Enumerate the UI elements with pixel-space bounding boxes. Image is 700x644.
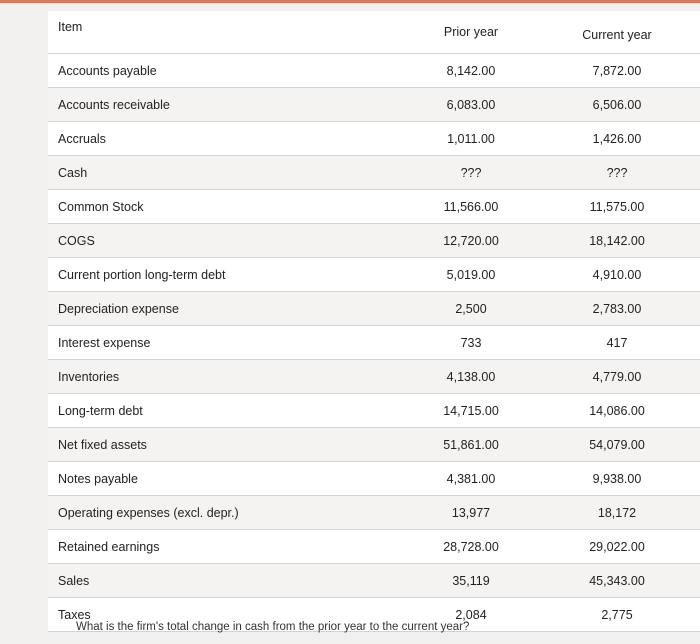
question-text: What is the firm's total change in cash from the prior year to the current year?	[76, 621, 470, 633]
row-item-label: Sales	[58, 573, 90, 588]
row-prior-value: 2,084	[455, 607, 487, 622]
row-item-label: Net fixed assets	[58, 437, 147, 452]
row-current-value: 417	[606, 335, 628, 350]
table-row	[48, 156, 700, 190]
row-current-value: 54,079.00	[589, 437, 645, 452]
row-current-value: 6,506.00	[592, 97, 642, 112]
row-item-label: Current portion long-term debt	[58, 267, 226, 282]
row-current-value: 2,775	[601, 607, 633, 622]
row-item-label: Cash	[58, 165, 88, 180]
table-row	[48, 462, 700, 496]
header-item: Item	[58, 20, 83, 34]
row-prior-value: 12,720.00	[443, 233, 499, 248]
row-item-label: Accruals	[58, 131, 106, 146]
row-prior-value: 35,119	[452, 573, 490, 588]
row-prior-value: 4,381.00	[446, 471, 496, 486]
row-item-label: Accounts receivable	[58, 97, 170, 112]
table-row	[48, 428, 700, 462]
row-current-value: 4,910.00	[592, 267, 642, 282]
row-current-value: 14,086.00	[589, 403, 645, 418]
header-prior-year: Prior year	[443, 25, 499, 39]
table-body	[48, 54, 700, 632]
financial-data-table	[48, 11, 700, 632]
row-item-label: Retained earnings	[58, 539, 160, 554]
table-row	[48, 564, 700, 598]
row-current-value: 11,575.00	[589, 199, 645, 214]
row-prior-value: 4,138.00	[446, 369, 496, 384]
row-prior-value: 28,728.00	[443, 539, 499, 554]
row-prior-value: 8,142.00	[446, 63, 496, 78]
row-prior-value: 11,566.00	[443, 199, 499, 214]
table-row	[48, 224, 700, 258]
row-prior-value: 13,977	[451, 505, 491, 520]
row-item-label: Operating expenses (excl. depr.)	[58, 505, 239, 520]
top-accent-border	[0, 0, 700, 3]
row-item-label: Notes payable	[58, 471, 138, 486]
row-item-label: COGS	[58, 233, 95, 248]
table-row	[48, 88, 700, 122]
table-row	[48, 190, 700, 224]
row-prior-value: 14,715.00	[443, 403, 499, 418]
row-item-label: Inventories	[58, 369, 120, 384]
row-item-label: Depreciation expense	[58, 301, 179, 316]
row-prior-value: 51,861.00	[443, 437, 499, 452]
table-header-row	[48, 11, 700, 54]
row-current-value: 1,426.00	[592, 131, 642, 146]
row-current-value: 2,783.00	[592, 301, 642, 316]
row-current-value: 7,872.00	[592, 63, 642, 78]
row-current-value: 29,022.00	[589, 539, 645, 554]
row-current-value: 18,142.00	[589, 233, 645, 248]
row-current-value: 9,938.00	[592, 471, 642, 486]
table-row	[48, 122, 700, 156]
row-prior-value: 1,011.00	[447, 131, 495, 146]
table-row	[48, 530, 700, 564]
row-prior-value: 2,500	[455, 301, 487, 316]
row-prior-value: 733	[460, 335, 482, 350]
row-item-label: Taxes	[58, 607, 91, 622]
table-row	[48, 292, 700, 326]
row-prior-value: ???	[460, 165, 482, 180]
table-row	[48, 360, 700, 394]
table-row	[48, 258, 700, 292]
row-prior-value: 6,083.00	[446, 97, 496, 112]
row-item-label: Accounts payable	[58, 63, 157, 78]
row-current-value: 45,343.00	[589, 573, 645, 588]
row-item-label: Long-term debt	[58, 403, 143, 418]
row-item-label: Interest expense	[58, 335, 151, 350]
table-row	[48, 326, 700, 360]
row-prior-value: 5,019.00	[446, 267, 496, 282]
row-current-value: 4,779.00	[592, 369, 642, 384]
row-current-value: 18,172	[597, 505, 637, 520]
table-row	[48, 496, 700, 530]
table-row	[48, 394, 700, 428]
table-row	[48, 54, 700, 88]
row-item-label: Common Stock	[58, 199, 144, 214]
header-current-year: Current year	[582, 28, 652, 42]
row-current-value: ???	[606, 165, 628, 180]
